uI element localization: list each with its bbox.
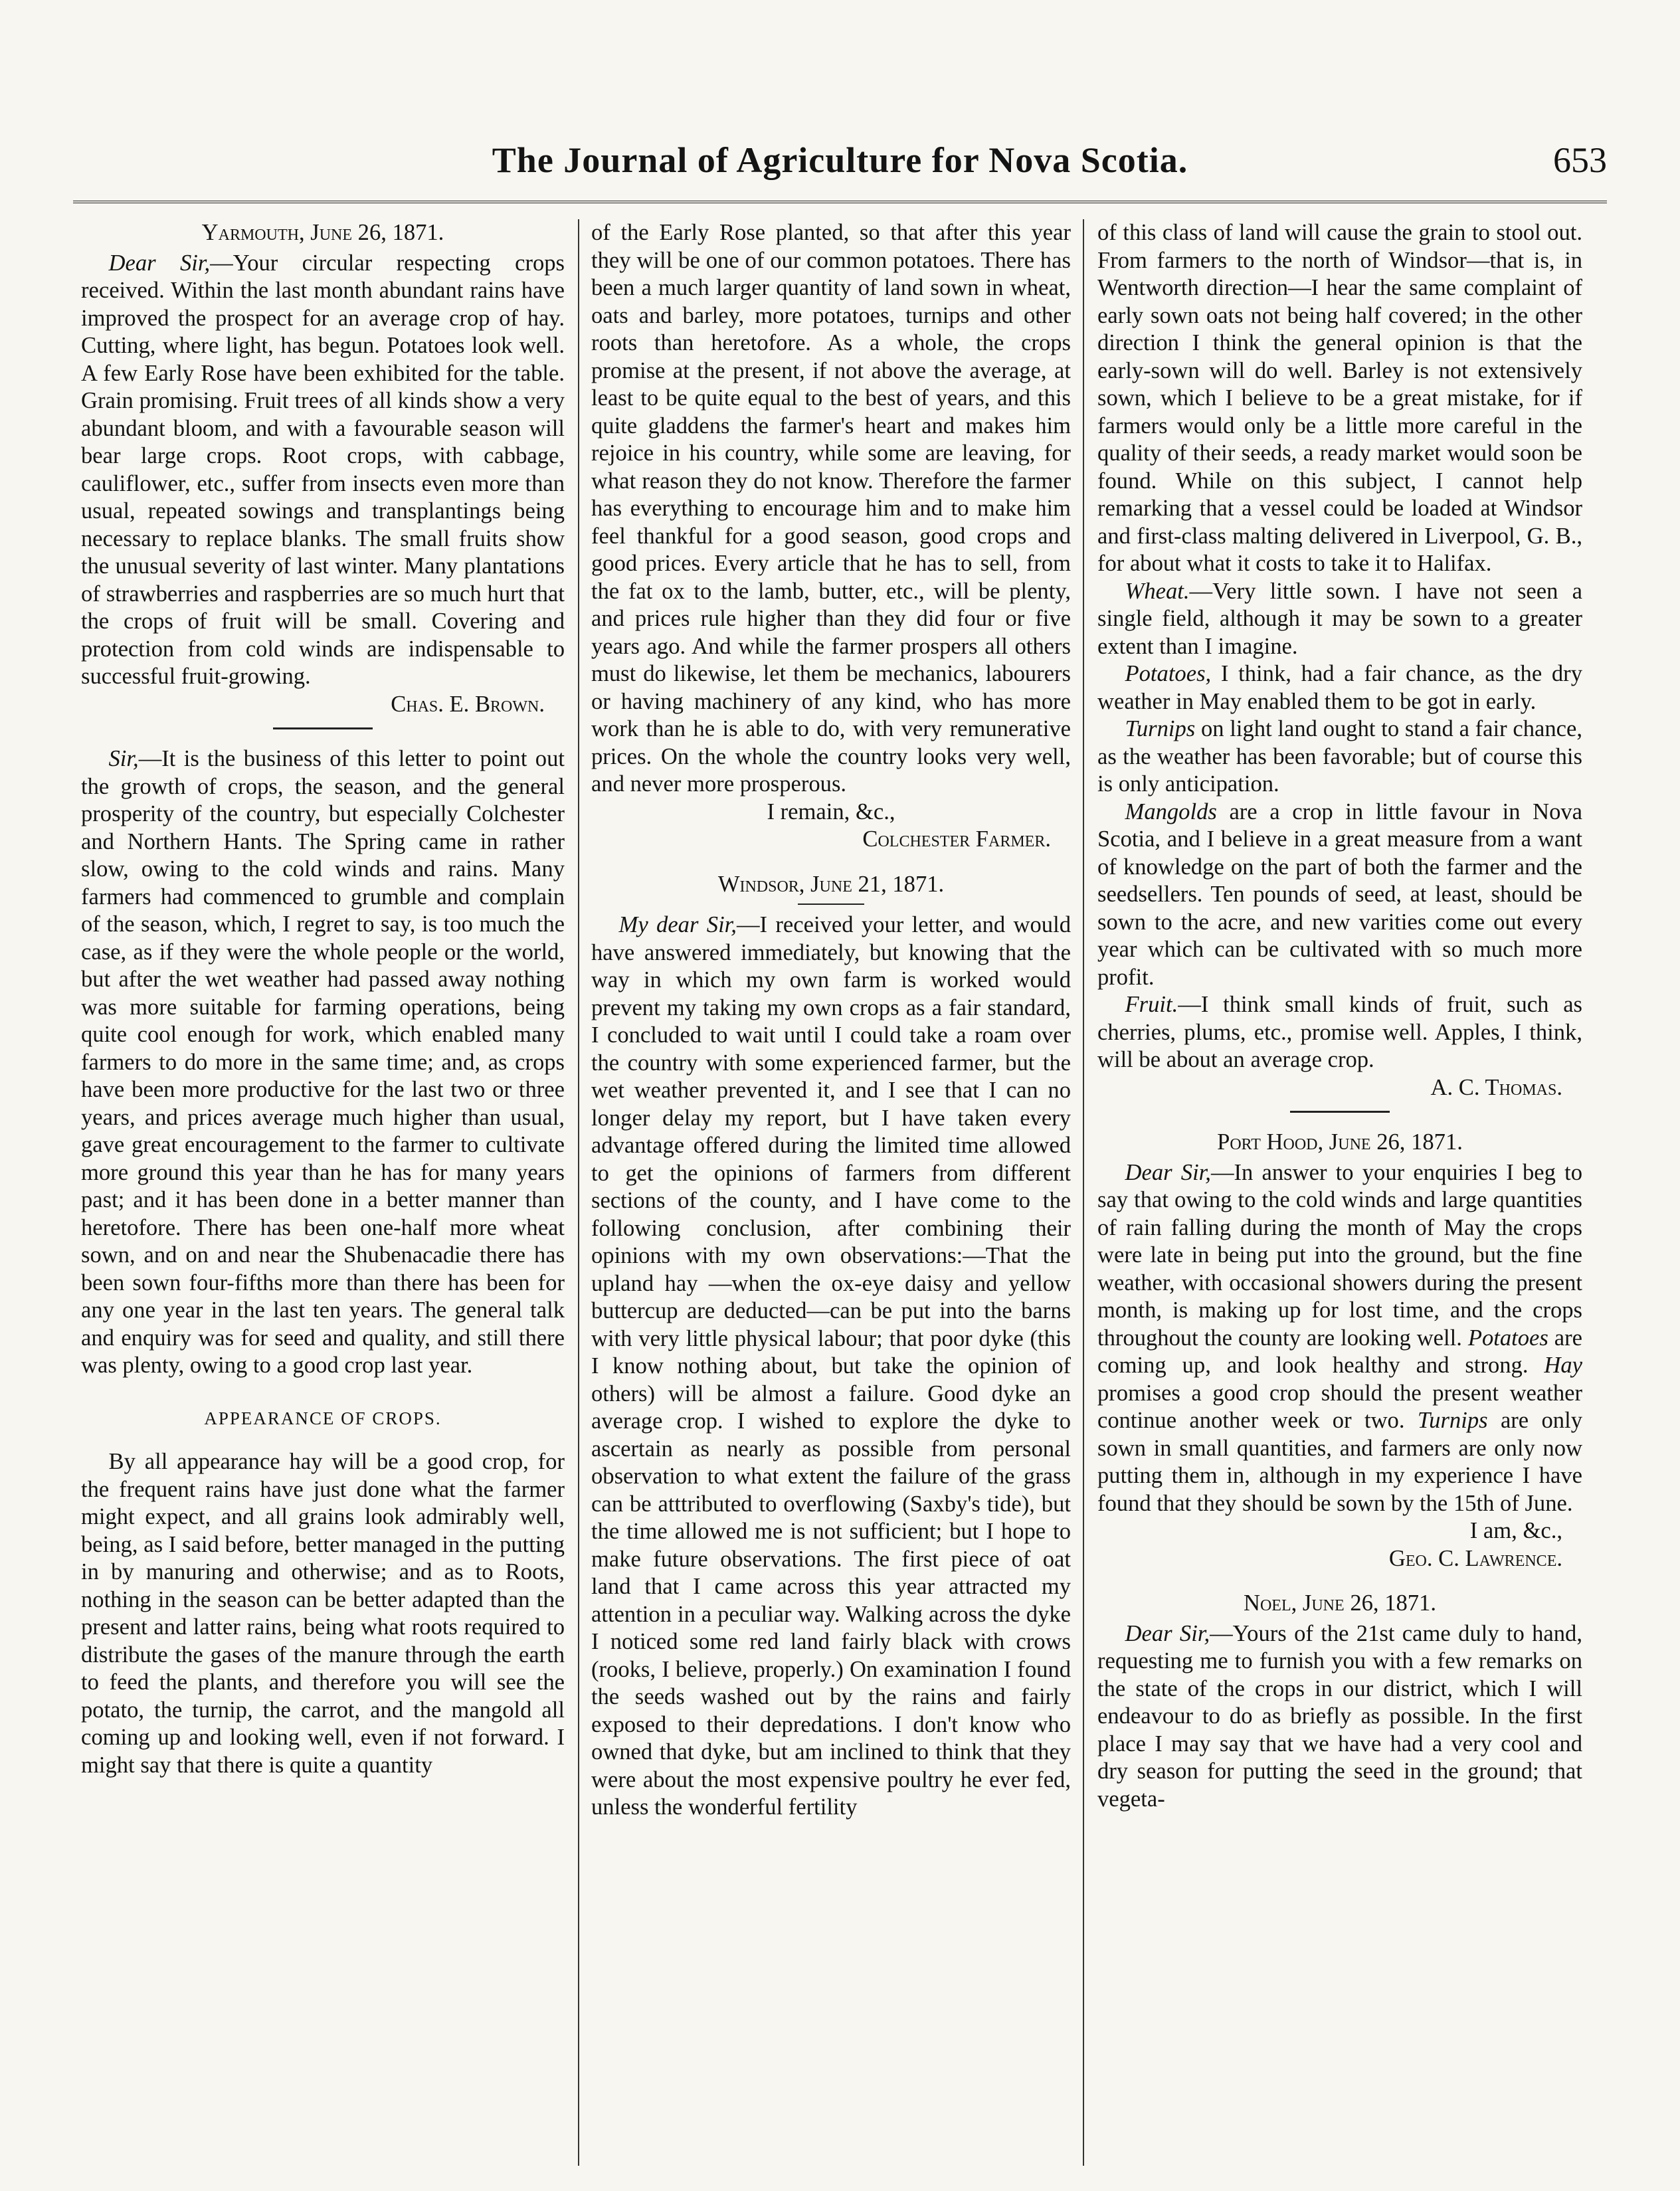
windsor-signature: A. C. Thomas. bbox=[1430, 1074, 1562, 1100]
page-header bbox=[73, 128, 1607, 203]
colchester-closing: I remain, &c., bbox=[767, 799, 895, 824]
port-hood-potatoes-label: Potatoes bbox=[1467, 1325, 1548, 1351]
windsor-salutation: My dear Sir, bbox=[618, 912, 737, 937]
windsor-fruit bbox=[1097, 991, 1582, 1074]
turnips-text: on light land ought to stand a fair chance, as the weather has been favorable; but of course this is only anticipation. bbox=[1097, 716, 1582, 797]
wheat-text: —Very little sown. I have not seen a single field, although it may be sown to a greater extent than I imagine. bbox=[1097, 578, 1582, 659]
page-number: 653 bbox=[1553, 140, 1607, 180]
yarmouth-salutation: Dear Sir, bbox=[108, 250, 211, 276]
column-3 bbox=[1084, 219, 1589, 2166]
colchester-paragraph-3: of the Early Rose planted, so that after this year they will be one of our common potatoes. There has been a much larger quantity of land sown in wheat, oats and barley, more potatoes, turnips and other roots than heretofore. As a whole, the crops promise at the present, if not above the average, at least to be quite equal to the best of years, and this quite gladdens the farmer's heart and makes him rejoice in his country, while some are leaving, for what reason they do not know. Therefore the farmer has everything to encourage him and to make him feel thankful for a good season, good crops and good prices. Every article that he has to sell, from the fat ox to the lamb, butter, etc., will be plenty, and prices rule higher than they did four or five years ago. And while the farmer prospers all others must do likewise, let them be mechanics, labourers or having machinery of any kind, who has more work than he is able to do, with very remunerative prices. On the whole the country looks very well, and never more prosperous. bbox=[591, 220, 1071, 797]
colchester-letter bbox=[81, 745, 565, 1380]
spacer bbox=[1097, 1572, 1582, 1590]
port-hood-text-3: promises a good crop should the present weather continue another week or two. bbox=[1097, 1380, 1582, 1433]
noel-dateline: Noel, June 26, 1871. bbox=[1243, 1590, 1436, 1616]
fruit-label: Fruit. bbox=[1125, 992, 1178, 1017]
port-hood-text-2: are coming up, and look healthy and strong. bbox=[1097, 1325, 1582, 1378]
noel-letter bbox=[1097, 1620, 1582, 1814]
port-hood-text-4: are only sown in small quantities, and farmers are only now putting them in, although in my experience I have found that they should be sown by the 15th of June. bbox=[1097, 1408, 1582, 1516]
colchester-signature: Colchester Farmer. bbox=[862, 826, 1051, 852]
fruit-text: —I think small kinds of fruit, such as cherries, plums, etc., promise well. Apples, I think, will be about an average crop. bbox=[1097, 992, 1582, 1072]
spacer bbox=[591, 854, 1071, 871]
port-hood-letter bbox=[1097, 1159, 1582, 1518]
potatoes-text: I think, had a fair chance, as the dry weather in May enabled them to be got in early. bbox=[1097, 661, 1582, 714]
dateline-rule bbox=[798, 904, 864, 905]
colchester-paragraph-1: —It is the business of this letter to point out the growth of crops, the season, and the general prosperity of the country, but especially Colchester and Northern Hants. The Spring came in rather slow, owing to the cold winds and rains. Many farmers had commenced to grumble and complain of the season, which, I regret to say, is too much the case, as if they were the whole people or the world, but after the wet weather had passed away nothing was more suitable for farming operations, being quite cool enough for work, which enabled many farmers to do more in the same time; and, as crops have been more productive for the last two or three years, and prices average much higher than usual, gave great encouragement to the farmer to cultivate more ground this year than he has for many years past; and it has been done in a better manner than heretofore. There has been one-half more wheat sown, and on and near the Shubenacadie there has been sown four-fifths more than there has been for any one year in the last ten years. The general talk and enquiry was for seed and quality, and still there was plenty, owing to a good crop last year. bbox=[81, 746, 565, 1378]
potatoes-label: Potatoes, bbox=[1125, 661, 1212, 686]
windsor-potatoes bbox=[1097, 660, 1582, 715]
colchester-salutation: Sir, bbox=[108, 746, 139, 771]
yarmouth-dateline: Yarmouth, June 26, 1871. bbox=[201, 220, 444, 245]
mangolds-label: Mangolds bbox=[1125, 799, 1217, 824]
article-columns bbox=[74, 219, 1608, 2166]
appearance-heading: APPEARANCE OF CROPS. bbox=[204, 1408, 442, 1428]
mangolds-text: are a crop in little favour in Nova Scotia, and I believe in a great measure from a want of knowledge on the part of both the farmer and the seedsellers. Ten pounds of seed, at least, should be sown to the acre, and new varities come out every year which can be cultivated with so much more profit. bbox=[1097, 799, 1582, 990]
windsor-mangolds bbox=[1097, 799, 1582, 992]
windsor-dateline: Windsor, June 21, 1871. bbox=[717, 871, 945, 897]
windsor-turnips bbox=[1097, 715, 1582, 799]
column-1 bbox=[74, 219, 579, 2166]
journal-title: The Journal of Agriculture for Nova Scotia. bbox=[492, 140, 1188, 180]
port-hood-salutation: Dear Sir, bbox=[1125, 1159, 1211, 1185]
port-hood-signature: Geo. C. Lawrence. bbox=[1388, 1545, 1562, 1571]
yarmouth-signature: Chas. E. Brown. bbox=[391, 691, 545, 717]
column-2 bbox=[579, 219, 1084, 2166]
port-hood-dateline: Port Hood, June 26, 1871. bbox=[1217, 1129, 1463, 1155]
port-hood-turnips-label: Turnips bbox=[1417, 1408, 1488, 1433]
port-hood-hay-label: Hay bbox=[1544, 1353, 1583, 1378]
section-rule bbox=[1290, 1111, 1390, 1113]
yarmouth-body: —Your circular respecting crops received. Within the last month abundant rains have improved the prospect for an average crop of hay. Cutting, where light, has begun. Potatoes look well. A few Early Rose have been exhibited for the table. Grain promising. Fruit trees of all kinds show a very abundant bloom, and with a favourable season will bear large crops. Root crops, with cabbage, cauliflower, etc., suffer from insects even more than usual, repeated sowings and transplantings being necessary to replace blanks. The small fruits show the unusual severity of last winter. Many plantations of strawberries and raspberries are so much hurt that the crops of fruit will be small. Covering and protection from cold winds are indispensable to successful fruit-growing. bbox=[81, 250, 565, 689]
port-hood-closing: I am, &c., bbox=[1469, 1518, 1562, 1543]
windsor-paragraph-2: of this class of land will cause the grain to stool out. From farmers to the north of Windsor—that is, in Wentworth direction—I hear the same complaint of early sown oats not being half covered; in the other direction I think the general opinion is that the early-sown will do well. Barley is not extensively sown, which I believe to be a great mistake, for if farmers would only be a little more careful in the quality of their seeds, a ready market would soon be found. While on this subject, I cannot help remarking that a vessel could be loaded at Windsor and first-class malting delivered in Liverpool, G. B., for about what it costs to take it to Halifax. bbox=[1097, 220, 1582, 576]
windsor-letter bbox=[591, 911, 1071, 1822]
windsor-wheat bbox=[1097, 578, 1582, 661]
port-hood-text-1: —In answer to your enquiries I beg to say that owing to the cold winds and large quantities of rain falling during the month of May the crops were late in being put into the ground, but the fine weather, with occasional showers during the present month, is making up for lost time, and the crops throughout the county are looking well. bbox=[1097, 1159, 1583, 1351]
noel-text: —Yours of the 21st came duly to hand, requesting me to furnish you with a few remarks on the state of the crops in our district, which I will endeavour to do as briefly as possible. In the first place I may say that we have had a very cool and dry season for putting the seed in the ground; that vegeta- bbox=[1097, 1620, 1582, 1812]
yarmouth-letter bbox=[81, 250, 565, 691]
colchester-paragraph-2: By all appearance hay will be a good crop, for the frequent rains have just done what the farmer might expect, and all grains look admirably well, being, as I said before, better managed in the putting in by manuring and otherwise; and as to Roots, nothing in the season can be better adapted than the present and latter rains, being what roots required to distribute the gases of the manure through the earth to feed the plants, and therefore you will see the potato, the turnip, the carrot, and the mangold all coming up and looking well, even if not forward. I might say that there is quite a quantity bbox=[81, 1449, 565, 1778]
turnips-label: Turnips bbox=[1125, 716, 1196, 741]
wheat-label: Wheat. bbox=[1125, 578, 1190, 604]
noel-salutation: Dear Sir, bbox=[1125, 1620, 1210, 1646]
windsor-paragraph-1: —I received your letter, and would have answered immediately, but knowing that the way in which my own farm is worked would prevent my taking my own crops as a fair standard, I concluded to wait until I could take a roam over the country with some experienced farmer, but the wet weather prevented it, and I see that I can no longer delay my report, but I have taken every advantage offered during the limited time allowed to get the opinions of farmers from different sections of the county, and I have come to the following conclusion, after combining their opinions with my own observations:—That the upland hay —when the ox-eye daisy and yellow buttercup are deducted—can be put into the barns with very little physical labour; that poor dyke (this I know nothing about, but take the opinion of others) will be almost a failure. Good dyke an average crop. I wished to explore the dyke to ascertain as nearly as possible from personal observation to what extent the failure of the grass can be atttributed to overflowing (Saxby's tide), but the time allowed me is not sufficient; but I hope to make future observations. The first piece of oat land that I came across this year attracted my attention in a peculiar way. Walking across the dyke I noticed some red land fairly black with crows (rooks, I believe, properly.) On examination I found the seeds washed out by the rains and fairly exposed to their depredations. I don't know who owned that dyke, but am inclined to think that they were about the most expensive poultry he ever fed, unless the wonderful fertility bbox=[591, 912, 1071, 1820]
section-rule bbox=[273, 727, 373, 729]
